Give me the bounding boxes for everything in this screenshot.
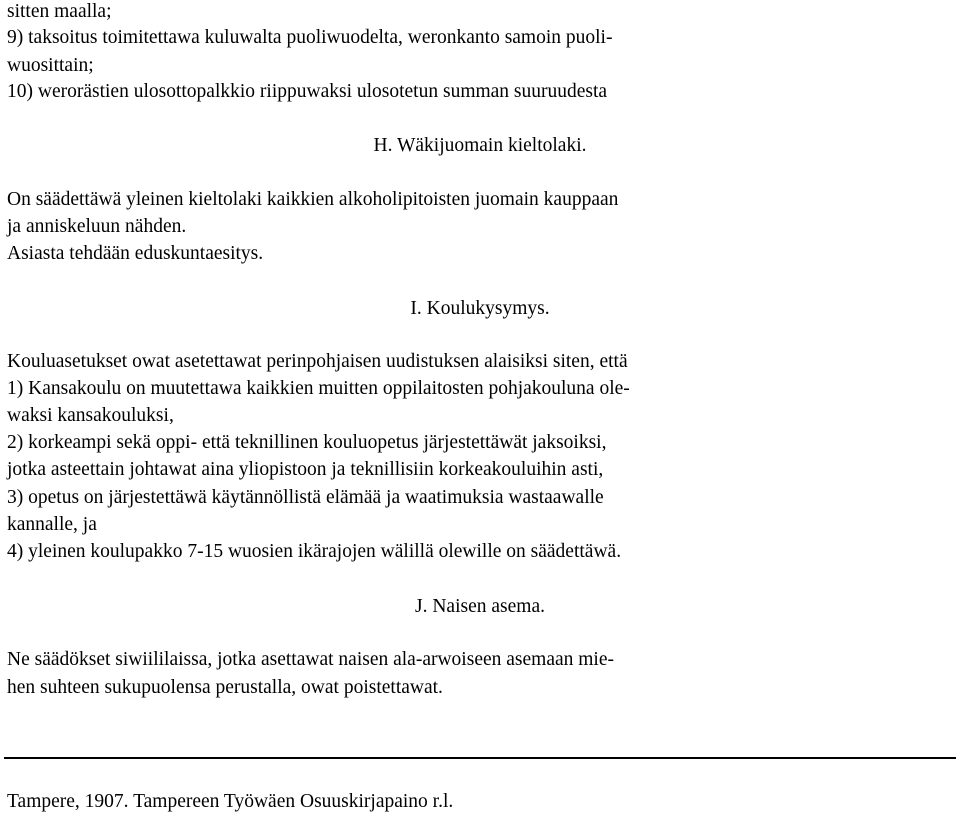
text-line: 4) yleinen koulupakko 7-15 wuosien ikärajojen wälillä olewille on säädettäwä. — [7, 541, 622, 562]
section-heading-h: H. Wäkijuomain kieltolaki. — [373, 135, 587, 156]
text-line: jotka asteettain johtawat aina yliopistoon ja teknillisiin korkeakouluihin asti, — [7, 459, 604, 480]
text-line: 1) Kansakoulu on muutettawa kaikkien muitten oppilaitosten pohjakouluna ole- — [7, 378, 630, 399]
text-line: kannalle, ja — [7, 514, 97, 535]
text-line: 10) werorästien ulosottopalkkio riippuwaksi ulosotetun summan suuruudesta — [7, 81, 608, 102]
section-heading-i: I. Koulukysymys. — [410, 298, 550, 319]
text-line: 2) korkeampi sekä oppi- että teknillinen kouluopetus järjestettäwät jaksoiksi, — [7, 432, 607, 453]
text-line: 9) taksoitus toimitettawa kuluwalta puoliwuodelta, weronkanto samoin puoli- — [7, 27, 613, 48]
text-line: Ne säädökset siwiililaissa, jotka asettawat naisen ala-arwoiseen asemaan mie- — [7, 649, 614, 670]
text-line: Asiasta tehdään eduskuntaesitys. — [7, 243, 264, 264]
footer-divider — [4, 757, 956, 759]
text-line: On säädettäwä yleinen kieltolaki kaikkien alkoholipitoisten juomain kauppaan — [7, 189, 619, 210]
text-line: sitten maalla; — [7, 1, 112, 22]
text-line: Kouluasetukset owat asetettawat perinpohjaisen uudistuksen alaisiksi siten, että — [7, 351, 628, 372]
footer-imprint: Tampere, 1907. Tampereen Työwäen Osuuskirjapaino r.l. — [7, 791, 454, 812]
text-line: ja anniskeluun nähden. — [7, 216, 187, 237]
text-line: 3) opetus on järjestettäwä käytännöllistä elämää ja waatimuksia wastaawalle — [7, 487, 604, 508]
text-line: wuosittain; — [7, 55, 94, 76]
text-line: waksi kansakouluksi, — [7, 405, 174, 426]
section-heading-j: J. Naisen asema. — [415, 596, 545, 617]
text-line: hen suhteen sukupuolensa perustalla, owat poistettawat. — [7, 677, 443, 698]
